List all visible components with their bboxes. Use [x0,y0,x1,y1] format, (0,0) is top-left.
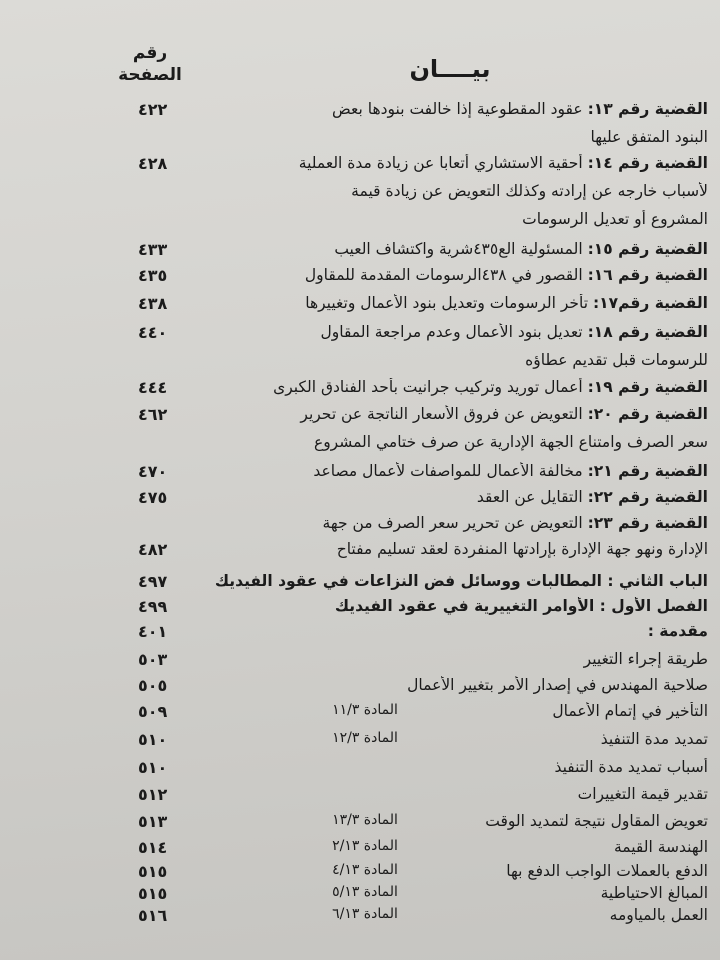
page-number: ٥١٣ [138,812,168,831]
entry-title: العمل بالمياومه [609,906,708,924]
entry-text [158,540,708,558]
entry-text [158,294,708,312]
entry-text [158,862,708,880]
page-number: ٥٠٥ [138,676,168,695]
entry-text [158,838,708,856]
entry-heading: مقدمة : [647,622,708,640]
entry-heading: القضية رقم ٢٣: [587,514,708,532]
page-number: ٤٤٠ [138,323,168,342]
page-number: ٥١٤ [138,838,168,857]
entry-title: للرسومات قبل تقديم عطاؤه [525,351,708,369]
entry-title: تعديل بنود الأعمال وعدم مراجعة المقاول [320,323,588,341]
entry-text [158,812,708,830]
entry-text [158,378,708,396]
page-column-line1: رقم [132,43,168,63]
article-reference: المادة ٢/١٣ [332,838,398,854]
page-number: ٤٨٢ [138,540,168,559]
entry-heading: القضية رقم ١٦: [587,266,708,284]
article-reference: المادة ٥/١٣ [332,884,398,900]
entry-text [158,884,708,902]
entry-text [158,488,708,506]
entry-text [158,730,708,748]
entry-text [158,405,708,423]
entry-title: التأخير في إتمام الأعمال [552,702,708,720]
entry-text [158,210,708,228]
entry-title: لأسباب خارجه عن إرادته وكذلك التعويض عن زيادة قيمة [351,182,708,200]
article-reference: المادة ١٢/٣ [332,730,398,746]
page-number: ٤٣٣ [138,240,168,259]
page-number: ٤٧٠ [138,462,168,481]
entry-text [158,758,708,776]
page-number: ٥١٠ [138,758,168,777]
page-number: ٥٠٣ [138,650,168,669]
entry-heading: القضية رقم١٧: [592,294,708,312]
entry-heading: القضية رقم ١٥: [587,240,708,258]
page-number: ٤٩٧ [138,572,168,591]
article-reference: المادة ٦/١٣ [332,906,398,922]
entry-text [158,182,708,200]
entry-text [158,702,708,720]
entry-title: أحقية الاستشاري أتعابا عن زيادة مدة العملية [298,154,588,172]
entry-title: عقود المقطوعية إذا خالفت بنودها بعض [332,100,588,118]
entry-text [158,323,708,341]
entry-text [158,154,708,172]
entry-title: تعويض المقاول نتيجة لتمديد الوقت [485,812,708,830]
page-number: ٤٧٥ [138,488,168,507]
entry-heading: القضية رقم ١٣: [587,100,708,118]
article-reference: المادة ٤/١٣ [332,862,398,878]
page-number: ٤٦٢ [138,405,168,424]
index-column-title: بيــــان [409,55,491,83]
entry-text [158,514,708,532]
entry-title: المبالغ الاحتياطية [600,884,708,902]
entry-text [158,240,708,258]
entry-heading: القضية رقم ٢٢: [587,488,708,506]
entry-text [158,462,708,480]
page-number: ٤٢٨ [138,154,168,173]
entry-text [158,433,708,451]
entry-title: الإدارة ونهو جهة الإدارة بإرادتها المنفردة لعقد تسليم مفتاح [336,540,708,558]
entry-text [158,572,708,590]
entry-title: أسباب تمديد مدة التنفيذ [554,758,708,776]
page-number: ٤٠١ [138,622,168,641]
entry-heading: القضية رقم ١٨: [587,323,708,341]
entry-heading: القضية رقم ١٤: [587,154,708,172]
entry-title: التعويض عن فروق الأسعار الناتجة عن تحرير [300,405,588,423]
entry-title: تمديد مدة التنفيذ [600,730,708,748]
page-number: ٤٣٨ [138,294,168,313]
entry-heading: القضية رقم ١٩: [587,378,708,396]
page-number: ٥١٥ [138,884,168,903]
page-column-line2: الصفحة [118,65,182,85]
page-number: ٤٤٤ [138,378,168,397]
entry-title: القصور في ٤٣٨الرسومات المقدمة للمقاول [304,266,588,284]
entry-title: المسئولية الع٤٣٥شرية واكتشاف العيب [334,240,588,258]
page-number: ٥٠٩ [138,702,168,721]
page-number-column-title [110,42,190,86]
entry-title: أعمال توريد وتركيب جرانيت بأحد الفنادق الكبرى [273,378,588,396]
page-number: ٤٣٥ [138,266,168,285]
entry-text [158,785,708,803]
page-number: ٥١٥ [138,862,168,881]
entry-text [158,650,708,668]
entry-heading: الباب الثاني : المطالبات ووسائل فض النزاعات في عقود الفيديك [214,572,708,590]
entry-text [158,676,708,694]
entry-title: سعر الصرف وامتناع الجهة الإدارية عن صرف ختامي المشروع [313,433,708,451]
entry-title: الهندسة القيمة [613,838,708,856]
entry-title: التقايل عن العقد [476,488,588,506]
entry-title: مخالفة الأعمال للمواصفات لأعمال مصاعد [313,462,588,480]
entry-heading: القضية رقم ٢١: [587,462,708,480]
page-number: ٥١٢ [138,785,168,804]
entry-text [158,622,708,640]
entry-text [158,266,708,284]
entry-title: صلاحية المهندس في إصدار الأمر بتغيير الأعمال [407,676,708,694]
entry-title: المشروع أو تعديل الرسومات [522,210,708,228]
page-number: ٤٩٩ [138,597,168,616]
page-number: ٥١٦ [138,906,168,925]
page-number: ٥١٠ [138,730,168,749]
entry-title: التعويض عن تحرير سعر الصرف من جهة [322,514,588,532]
entry-title: تأخر الرسومات وتعديل بنود الأعمال وتغييرها [305,294,593,312]
entry-text [158,597,708,615]
entry-text [158,351,708,369]
entry-heading: القضية رقم ٢٠: [587,405,708,423]
entry-heading: الفصل الأول : الأوامر التغييرية في عقود الفيديك [334,597,708,615]
entry-title: الدفع بالعملات الواجب الدفع بها [506,862,708,880]
entry-text [158,100,708,118]
entry-title: البنود المتفق عليها [590,128,708,146]
entry-title: تقدير قيمة التغييرات [577,785,708,803]
page-number: ٤٢٢ [138,100,168,119]
entry-title: طريقة إجراء التغيير [583,650,708,668]
entry-text [158,128,708,146]
article-reference: المادة ١١/٣ [332,702,398,718]
entry-text [158,906,708,924]
article-reference: المادة ١٣/٣ [332,812,398,828]
